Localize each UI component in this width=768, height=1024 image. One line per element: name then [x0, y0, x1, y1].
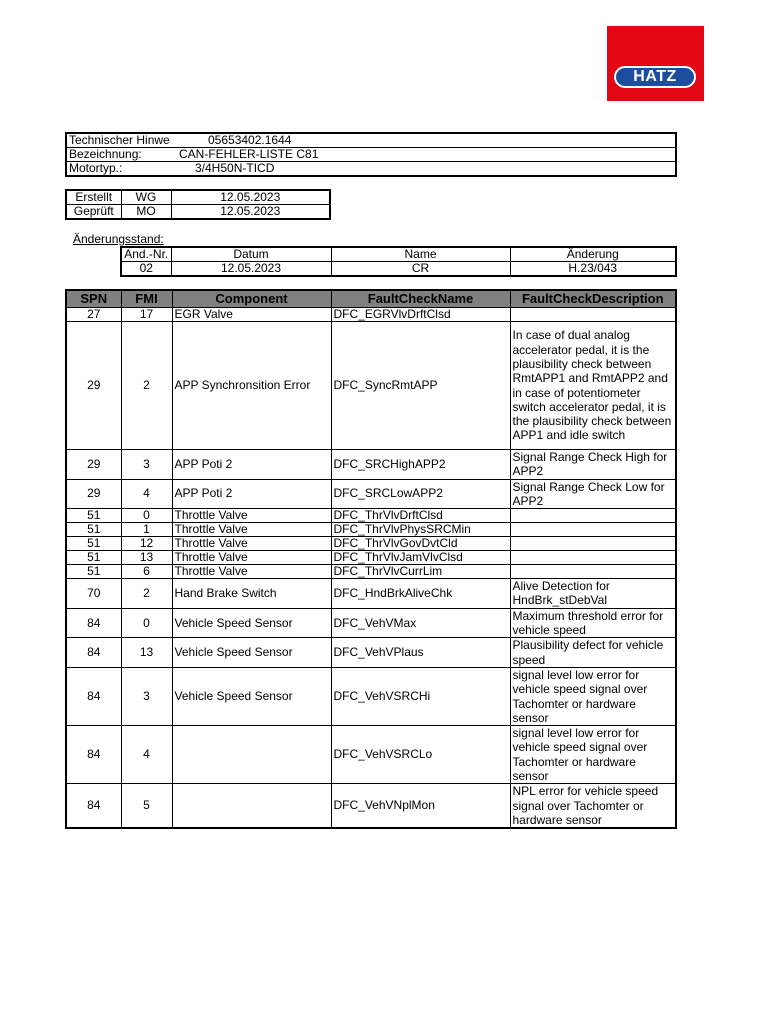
- column-header-faultcheckdescription: FaultCheckDescription: [510, 290, 676, 308]
- faultcheckdescription-cell: Maximum threshold error for vehicle speed: [510, 608, 676, 638]
- table-cell: 12.05.2023: [171, 262, 331, 277]
- fmi-cell: 6: [121, 565, 172, 579]
- spn-cell: 51: [66, 551, 121, 565]
- tech-label: Motortyp.:: [66, 162, 176, 177]
- fault-table: [65, 289, 677, 829]
- column-header-faultcheckname: FaultCheckName: [331, 290, 510, 308]
- faultcheckname-cell: DFC_ThrVlvGovDvtCld: [331, 537, 510, 551]
- tech-label: Technischer Hinwe: [66, 133, 176, 148]
- faultcheckname-cell: DFC_ThrVlvPhysSRCMin: [331, 523, 510, 537]
- table-header-row: [66, 290, 676, 308]
- table-row: [66, 537, 676, 551]
- spn-cell: 70: [66, 579, 121, 609]
- component-cell: APP Poti 2: [172, 450, 331, 480]
- aenderung-title: Änderungsstand:: [73, 232, 164, 246]
- hatz-logo: [607, 26, 704, 101]
- component-cell: Throttle Valve: [172, 537, 331, 551]
- faultcheckdescription-cell: NPL error for vehicle speed signal over Tachomter or hardware sensor: [510, 784, 676, 828]
- signature-table: [65, 189, 331, 220]
- column-header: Änderung: [510, 247, 676, 262]
- faultcheckname-cell: DFC_SyncRmtAPP: [331, 322, 510, 450]
- signature-date: 12.05.2023: [171, 205, 330, 220]
- fmi-cell: 4: [121, 479, 172, 509]
- faultcheckname-cell: DFC_VehVNplMon: [331, 784, 510, 828]
- table-cell: CR: [331, 262, 510, 277]
- faultcheckdescription-cell: Signal Range Check High for APP2: [510, 450, 676, 480]
- column-header-spn: SPN: [66, 290, 121, 308]
- faultcheckname-cell: DFC_SRCHighAPP2: [331, 450, 510, 480]
- table-row: [66, 638, 676, 668]
- faultcheckdescription-cell: [510, 565, 676, 579]
- component-cell: EGR Valve: [172, 308, 331, 322]
- faultcheckdescription-cell: Signal Range Check Low for APP2: [510, 479, 676, 509]
- component-cell: Throttle Valve: [172, 565, 331, 579]
- component-cell: Throttle Valve: [172, 509, 331, 523]
- table-row: [66, 726, 676, 784]
- faultcheckdescription-cell: In case of dual analog accelerator pedal, it is the plausibility check between RmtAPP1 and RmtAPP2 and in case of potentiometer switch accelerator pedal, it is the plausibility check between APP1 and idle switch: [510, 322, 676, 450]
- faultcheckname-cell: DFC_HndBrkAliveChk: [331, 579, 510, 609]
- faultcheckname-cell: DFC_ThrVlvCurrLim: [331, 565, 510, 579]
- table-row: [66, 450, 676, 480]
- table-row: [66, 523, 676, 537]
- signature-label: Geprüft: [66, 205, 121, 220]
- component-cell: Vehicle Speed Sensor: [172, 608, 331, 638]
- spn-cell: 84: [66, 784, 121, 828]
- tech-value: 3/4H50N-TICD: [176, 162, 676, 177]
- table-row: [66, 479, 676, 509]
- fmi-cell: 5: [121, 784, 172, 828]
- table-row: [66, 608, 676, 638]
- component-cell: Throttle Valve: [172, 523, 331, 537]
- fmi-cell: 12: [121, 537, 172, 551]
- faultcheckname-cell: DFC_VehVMax: [331, 608, 510, 638]
- fmi-cell: 4: [121, 726, 172, 784]
- table-row: [66, 551, 676, 565]
- component-cell: [172, 784, 331, 828]
- component-cell: Throttle Valve: [172, 551, 331, 565]
- column-header: And.-Nr.: [121, 247, 171, 262]
- component-cell: APP Poti 2: [172, 479, 331, 509]
- spn-cell: 29: [66, 450, 121, 480]
- signature-initials: WG: [121, 190, 171, 205]
- table-row: [66, 190, 330, 205]
- table-row: [66, 784, 676, 828]
- faultcheckname-cell: DFC_SRCLowAPP2: [331, 479, 510, 509]
- spn-cell: 84: [66, 726, 121, 784]
- fmi-cell: 3: [121, 667, 172, 725]
- signature-initials: MO: [121, 205, 171, 220]
- column-header-fmi: FMI: [121, 290, 172, 308]
- spn-cell: 51: [66, 509, 121, 523]
- technical-info-table: [65, 132, 677, 177]
- faultcheckdescription-cell: Plausibility defect for vehicle speed: [510, 638, 676, 668]
- faultcheckname-cell: DFC_VehVSRCHi: [331, 667, 510, 725]
- component-cell: Vehicle Speed Sensor: [172, 667, 331, 725]
- hatz-logo-text: HATZ: [614, 66, 696, 88]
- fmi-cell: 13: [121, 551, 172, 565]
- table-row: [66, 565, 676, 579]
- tech-label: Bezeichnung:: [66, 148, 176, 162]
- spn-cell: 29: [66, 479, 121, 509]
- spn-cell: 84: [66, 638, 121, 668]
- spn-cell: 27: [66, 308, 121, 322]
- table-cell: 02: [121, 262, 171, 277]
- table-row: [121, 262, 676, 277]
- column-header-component: Component: [172, 290, 331, 308]
- component-cell: APP Synchronsition Error: [172, 322, 331, 450]
- column-header: Name: [331, 247, 510, 262]
- fmi-cell: 1: [121, 523, 172, 537]
- table-cell: H.23/043: [510, 262, 676, 277]
- component-cell: Vehicle Speed Sensor: [172, 638, 331, 668]
- faultcheckname-cell: DFC_VehVSRCLo: [331, 726, 510, 784]
- faultcheckdescription-cell: [510, 308, 676, 322]
- fmi-cell: 0: [121, 509, 172, 523]
- table-row: [66, 162, 676, 177]
- table-row: [66, 308, 676, 322]
- signature-date: 12.05.2023: [171, 190, 330, 205]
- fmi-cell: 0: [121, 608, 172, 638]
- spn-cell: 51: [66, 523, 121, 537]
- table-row: [66, 667, 676, 725]
- faultcheckdescription-cell: signal level low error for vehicle speed signal over Tachomter or hardware sensor: [510, 667, 676, 725]
- spn-cell: 29: [66, 322, 121, 450]
- table-row: [66, 133, 676, 148]
- table-row: [66, 205, 330, 220]
- table-row: [66, 579, 676, 609]
- column-header: Datum: [171, 247, 331, 262]
- spn-cell: 84: [66, 608, 121, 638]
- tech-value: 05653402.1644: [176, 133, 676, 148]
- faultcheckdescription-cell: Alive Detection for HndBrk_stDebVal: [510, 579, 676, 609]
- faultcheckname-cell: DFC_VehVPlaus: [331, 638, 510, 668]
- aenderung-table: [120, 246, 677, 277]
- component-cell: [172, 726, 331, 784]
- table-header-row: [121, 247, 676, 262]
- faultcheckdescription-cell: [510, 551, 676, 565]
- table-row: [66, 509, 676, 523]
- fmi-cell: 2: [121, 322, 172, 450]
- fmi-cell: 13: [121, 638, 172, 668]
- faultcheckdescription-cell: [510, 537, 676, 551]
- tech-value: CAN-FEHLER-LISTE C81: [176, 148, 676, 162]
- faultcheckdescription-cell: [510, 509, 676, 523]
- spn-cell: 51: [66, 565, 121, 579]
- spn-cell: 51: [66, 537, 121, 551]
- faultcheckdescription-cell: signal level low error for vehicle speed signal over Tachomter or hardware sensor: [510, 726, 676, 784]
- fmi-cell: 17: [121, 308, 172, 322]
- component-cell: Hand Brake Switch: [172, 579, 331, 609]
- table-row: [66, 148, 676, 162]
- faultcheckname-cell: DFC_ThrVlvJamVlvClsd: [331, 551, 510, 565]
- faultcheckname-cell: DFC_ThrVlvDrftClsd: [331, 509, 510, 523]
- signature-label: Erstellt: [66, 190, 121, 205]
- faultcheckdescription-cell: [510, 523, 676, 537]
- spn-cell: 84: [66, 667, 121, 725]
- fmi-cell: 2: [121, 579, 172, 609]
- faultcheckname-cell: DFC_EGRVlvDrftClsd: [331, 308, 510, 322]
- table-row: [66, 322, 676, 450]
- fmi-cell: 3: [121, 450, 172, 480]
